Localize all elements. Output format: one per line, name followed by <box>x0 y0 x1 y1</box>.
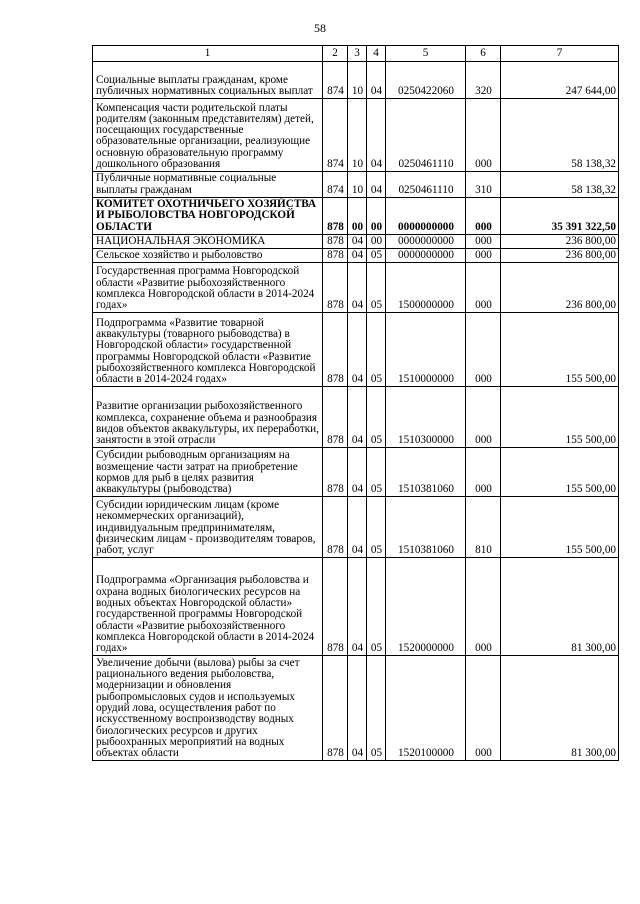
row-amount: 35 391 322,50 <box>501 197 619 234</box>
row-rz: 04 <box>348 497 367 558</box>
row-pr: 05 <box>367 656 386 761</box>
row-pr: 05 <box>367 387 386 448</box>
row-rz: 10 <box>348 172 367 198</box>
row-amount: 58 138,32 <box>501 172 619 198</box>
row-name: КОМИТЕТ ОХОТНИЧЬЕГО ХОЗЯЙСТВА И РЫБОЛОВСТВА НОВГОРОДСКОЙ ОБЛАСТИ <box>93 197 323 234</box>
row-name: Субсидии юридическим лицам (кроме некоммерческих организаций), индивидуальным предпринимателям, физическим лицам - производителям товаров, работ, услуг <box>93 497 323 558</box>
row-rz: 04 <box>348 448 367 497</box>
table-body <box>93 62 619 761</box>
page-number: 58 <box>314 21 326 35</box>
row-vr: 000 <box>466 448 501 497</box>
row-amount: 81 300,00 <box>501 558 619 656</box>
row-vr: 310 <box>466 172 501 198</box>
row-csr: 0250422060 <box>386 62 466 99</box>
row-name: Социальные выплаты гражданам, кроме публичных нормативных социальных выплат <box>93 62 323 99</box>
row-vr: 000 <box>466 313 501 387</box>
row-name: Увеличение добычи (вылова) рыбы за счет рационального ведения рыболовства, модернизации и обновления рыбопромысловых судов и используемых орудий лова, осуществления работ по искусственному воспроизводству водных биологических ресурсов и других рыбоохранных мероприятий на водных объектах области <box>93 656 323 761</box>
column-header-name: 1 <box>93 46 323 62</box>
row-name: Компенсация части родительской платы родителям (законным представителям) детей, посещающих государственные образовательные организации, реализующие основную образовательную программу дошкольного образования <box>93 99 323 172</box>
row-vr: 000 <box>466 387 501 448</box>
row-pr: 05 <box>367 558 386 656</box>
row-vr: 810 <box>466 497 501 558</box>
row-amount: 236 800,00 <box>501 234 619 248</box>
row-amount: 81 300,00 <box>501 656 619 761</box>
row-csr: 1510300000 <box>386 387 466 448</box>
column-header-vr: 6 <box>466 46 501 62</box>
column-header-amount: 7 <box>501 46 619 62</box>
row-name: Субсидии рыбоводным организациям на возмещение части затрат на приобретение кормов для рыб в целях развития аквакультуры (рыбоводства) <box>93 448 323 497</box>
row-csr: 1510381060 <box>386 448 466 497</box>
table-row <box>93 497 619 558</box>
row-rz: 04 <box>348 656 367 761</box>
row-name: Публичные нормативные социальные выплаты гражданам <box>93 172 323 198</box>
row-vr: 000 <box>466 197 501 234</box>
row-pr: 05 <box>367 249 386 263</box>
row-csr: 0250461110 <box>386 99 466 172</box>
row-csr: 0000000000 <box>386 197 466 234</box>
table-row <box>93 62 619 99</box>
column-header-rz: 3 <box>348 46 367 62</box>
row-rz: 10 <box>348 62 367 99</box>
row-amount: 236 800,00 <box>501 263 619 313</box>
row-pr: 05 <box>367 313 386 387</box>
row-pr: 04 <box>367 172 386 198</box>
row-pr: 04 <box>367 62 386 99</box>
row-name: Подпрограмма «Организация рыболовства и охрана водных биологических ресурсов на водных объектах Новгородской области» государственной программы Новгородской области «Развитие рыбохозяйственного комплекса Новгородской области в 2014-2024 годах» <box>93 558 323 656</box>
row-amount: 247 644,00 <box>501 62 619 99</box>
table-row <box>93 313 619 387</box>
row-amount: 236 800,00 <box>501 249 619 263</box>
row-ved: 878 <box>323 387 348 448</box>
row-ved: 874 <box>323 62 348 99</box>
column-header-csr: 5 <box>386 46 466 62</box>
header-row <box>93 46 619 62</box>
row-ved: 878 <box>323 197 348 234</box>
row-csr: 1500000000 <box>386 263 466 313</box>
row-name: Сельское хозяйство и рыболовство <box>93 249 323 263</box>
row-ved: 878 <box>323 448 348 497</box>
row-csr: 1520100000 <box>386 656 466 761</box>
row-csr: 0000000000 <box>386 249 466 263</box>
table-row <box>93 558 619 656</box>
table-row <box>93 448 619 497</box>
row-ved: 878 <box>323 497 348 558</box>
row-ved: 878 <box>323 234 348 248</box>
table-row <box>93 99 619 172</box>
row-pr: 05 <box>367 263 386 313</box>
row-name: НАЦИОНАЛЬНАЯ ЭКОНОМИКА <box>93 234 323 248</box>
row-rz: 04 <box>348 234 367 248</box>
row-ved: 878 <box>323 263 348 313</box>
row-csr: 1510381060 <box>386 497 466 558</box>
row-amount: 155 500,00 <box>501 313 619 387</box>
row-rz: 04 <box>348 263 367 313</box>
row-amount: 155 500,00 <box>501 387 619 448</box>
table-row <box>93 234 619 248</box>
row-pr: 00 <box>367 197 386 234</box>
row-ved: 878 <box>323 249 348 263</box>
row-pr: 04 <box>367 99 386 172</box>
row-ved: 874 <box>323 172 348 198</box>
row-pr: 05 <box>367 497 386 558</box>
row-csr: 0250461110 <box>386 172 466 198</box>
row-vr: 000 <box>466 558 501 656</box>
row-amount: 155 500,00 <box>501 497 619 558</box>
table-row <box>93 263 619 313</box>
row-csr: 1520000000 <box>386 558 466 656</box>
row-rz: 04 <box>348 249 367 263</box>
table-row <box>93 172 619 198</box>
table-row <box>93 249 619 263</box>
row-vr: 000 <box>466 234 501 248</box>
budget-table <box>92 45 619 761</box>
row-amount: 155 500,00 <box>501 448 619 497</box>
row-vr: 320 <box>466 62 501 99</box>
row-rz: 10 <box>348 99 367 172</box>
row-name: Государственная программа Новгородской области «Развитие рыбохозяйственного комплекса Новгородской области в 2014-2024 годах» <box>93 263 323 313</box>
row-rz: 04 <box>348 387 367 448</box>
row-vr: 000 <box>466 249 501 263</box>
table-row <box>93 656 619 761</box>
table-row <box>93 387 619 448</box>
row-ved: 874 <box>323 99 348 172</box>
row-vr: 000 <box>466 99 501 172</box>
row-amount: 58 138,32 <box>501 99 619 172</box>
row-vr: 000 <box>466 263 501 313</box>
row-csr: 0000000000 <box>386 234 466 248</box>
table-row <box>93 197 619 234</box>
row-name: Подпрограмма «Развитие товарной аквакультуры (товарного рыбоводства) в Новгородской области» государственной программы Новгородской области «Развитие рыбохозяйственного комплекса Новгородской области в 2014-2024 годах» <box>93 313 323 387</box>
row-pr: 00 <box>367 234 386 248</box>
column-header-ved: 2 <box>323 46 348 62</box>
row-ved: 878 <box>323 656 348 761</box>
row-rz: 00 <box>348 197 367 234</box>
row-name: Развитие организации рыбохозяйственного комплекса, сохранение объема и разнообразия видов объектов аквакультуры, их переработки, занятости в этой отрасли <box>93 387 323 448</box>
row-vr: 000 <box>466 656 501 761</box>
column-header-pr: 4 <box>367 46 386 62</box>
row-pr: 05 <box>367 448 386 497</box>
row-ved: 878 <box>323 313 348 387</box>
row-rz: 04 <box>348 558 367 656</box>
row-ved: 878 <box>323 558 348 656</box>
row-csr: 1510000000 <box>386 313 466 387</box>
row-rz: 04 <box>348 313 367 387</box>
